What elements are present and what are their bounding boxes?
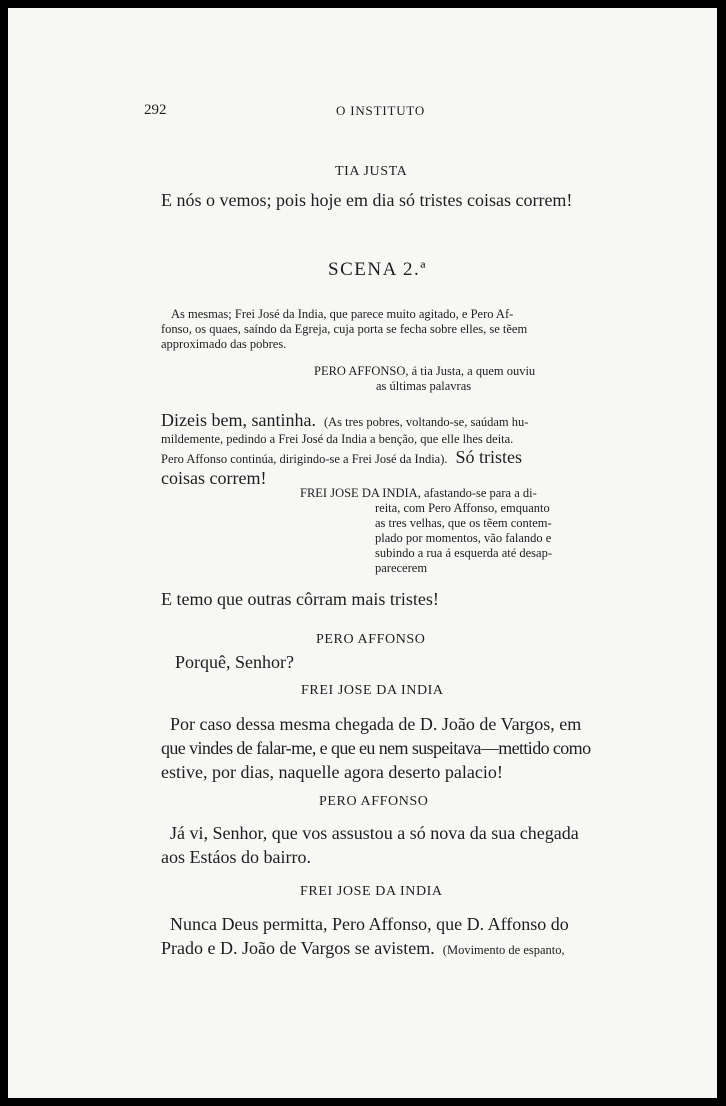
- speaker-cue-line: FREI JOSE DA INDIA, afastando-se para a di-: [300, 486, 537, 500]
- verse-paragraph: [161, 912, 569, 962]
- speaker-cue-line: subindo a rua á esquerda até desap-: [375, 546, 553, 560]
- inline-direction-line: Pero Affonso continúa, dirigindo-se a Frei José da India).: [161, 452, 448, 466]
- verse-line: E nós o vemos; pois hoje em dia só tristes coisas correm!: [161, 190, 573, 210]
- stage-direction-line: As mesmas; Frei José da India, que parece muito agitado, e Pero Af-: [171, 307, 514, 321]
- verse-line: Já vi, Senhor, que vos assustou a só nova da sua chegada: [170, 823, 579, 843]
- speaker-pero-affonso-cue: [314, 364, 535, 394]
- speaker-cue-line: reita, com Pero Affonso, emquanto: [375, 501, 550, 515]
- verse-text: Só tristes: [455, 447, 523, 467]
- speaker-cue-line: as tres velhas, que os tẽem contem-: [375, 516, 552, 530]
- verse-text: Prado e D. João de Vargos se avistem.: [161, 938, 435, 958]
- verse-text: Dizeis bem, santinha.: [161, 410, 316, 430]
- stage-direction-line: fonso, os quaes, saíndo da Egreja, cuja porta se fecha sobre elles, se tẽem: [161, 322, 528, 336]
- book-page: [8, 8, 717, 1098]
- speaker-frei-jose: FREI JOSE DA INDIA: [301, 683, 444, 698]
- verse-text: coisas correm!: [161, 468, 267, 488]
- speaker-cue-line: as últimas palavras: [376, 379, 472, 393]
- speaker-cue-line: parecerem: [375, 561, 428, 575]
- verse-line: aos Estáos do bairro.: [161, 847, 311, 867]
- stage-direction-line: approximado das pobres.: [161, 337, 287, 351]
- page-number: 292: [144, 102, 167, 118]
- speaker-cue-line: plado por momentos, vão falando e: [375, 531, 552, 545]
- verse-line: que vindes de falar-me, e que eu nem suspeitava—mettido como: [161, 738, 591, 758]
- running-title: O INSTITUTO: [336, 103, 426, 118]
- speaker-pero-affonso: PERO AFFONSO: [316, 632, 426, 647]
- verse-line: estive, por dias, naquelle agora deserto palacio!: [161, 762, 503, 782]
- speaker-tia-justa: TIA JUSTA: [335, 164, 408, 179]
- inline-direction-line: mildemente, pedindo a Frei José da India a benção, que elle lhes deita.: [161, 432, 514, 446]
- stage-direction: [161, 307, 603, 352]
- verse-line: Porquê, Senhor?: [175, 652, 294, 672]
- verse-line: Nunca Deus permitta, Pero Affonso, que D. Affonso do: [170, 914, 569, 934]
- speaker-frei-jose-cue: [300, 486, 552, 576]
- inline-direction: (As tres pobres, voltando-se, saúdam hu-: [323, 415, 529, 429]
- verse-line: E temo que outras côrram mais tristes!: [161, 589, 439, 609]
- inline-direction: (Movimento de espanto,: [442, 943, 565, 957]
- scene-title: SCENA 2.ª: [328, 259, 427, 280]
- speech-block: [161, 410, 621, 489]
- speaker-cue-line: PERO AFFONSO, á tia Justa, a quem ouviu: [314, 364, 536, 378]
- speaker-pero-affonso: PERO AFFONSO: [319, 794, 429, 809]
- speaker-frei-jose: FREI JOSE DA INDIA: [300, 884, 443, 899]
- verse-line: Por caso dessa mesma chegada de D. João de Vargos, em: [170, 714, 582, 734]
- verse-paragraph: [161, 712, 591, 784]
- verse-paragraph: [161, 821, 579, 869]
